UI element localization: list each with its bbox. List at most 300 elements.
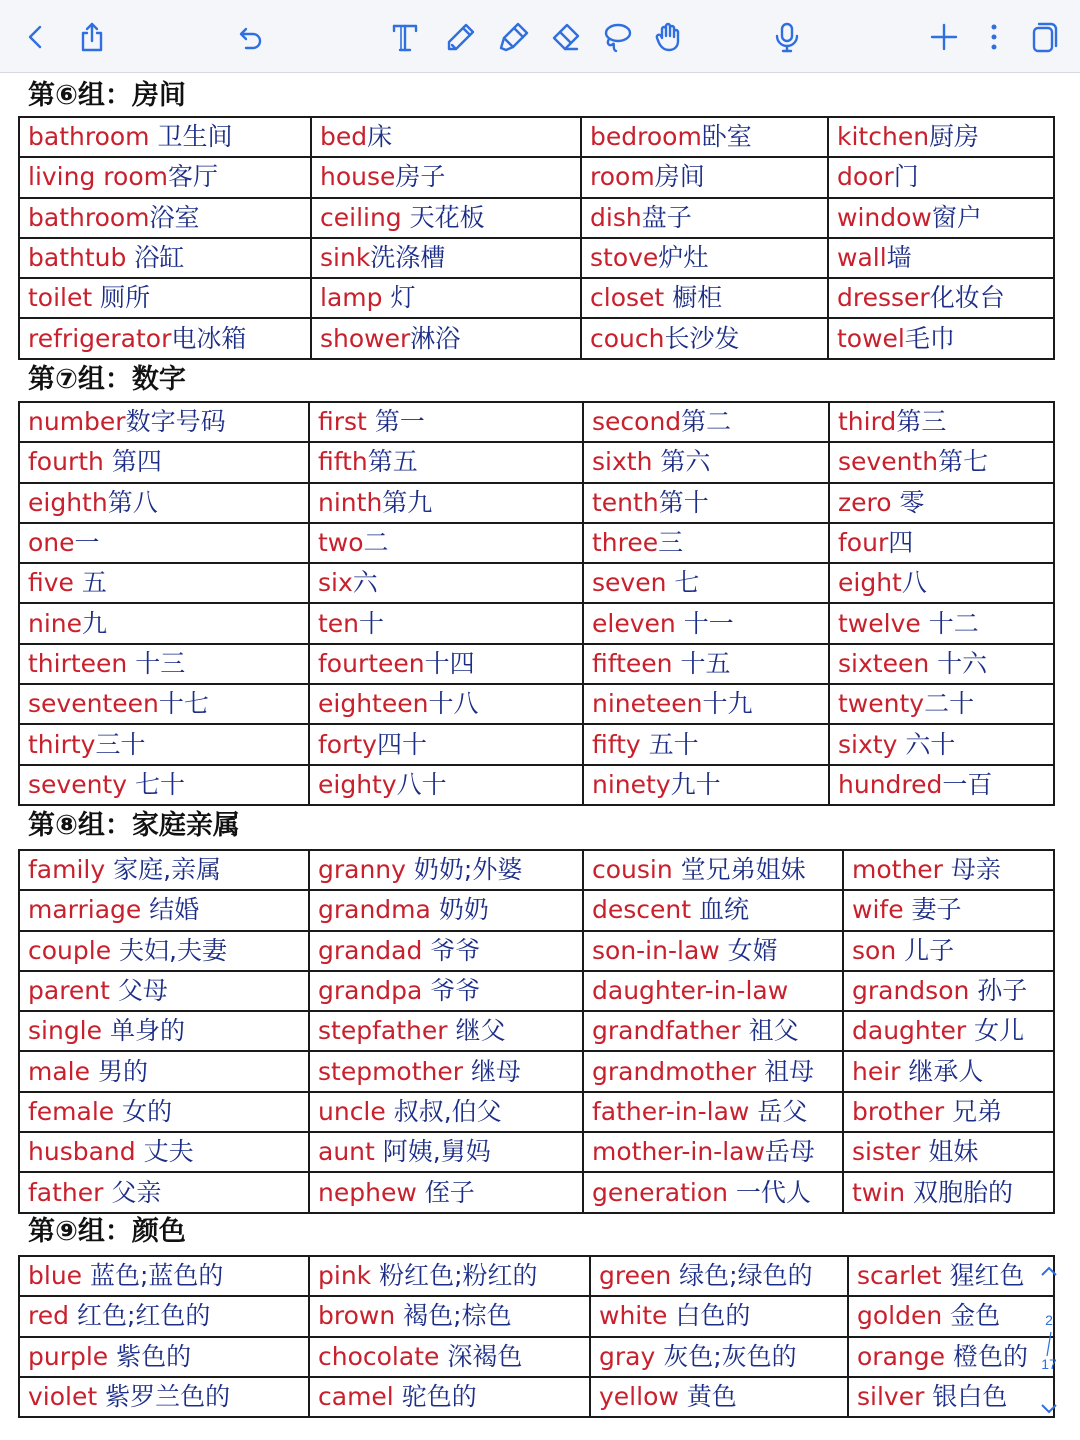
chinese-meaning: 孙子: [977, 976, 1028, 1006]
english-word: one: [28, 528, 75, 558]
table-row: [19, 850, 1054, 890]
english-word: house: [320, 162, 396, 192]
chinese-meaning: 丈夫: [143, 1137, 194, 1167]
vocab-cell: [19, 483, 309, 523]
vocab-cell: [583, 724, 829, 764]
vocab-cell: [843, 1051, 1054, 1091]
vocab-cell: [843, 1011, 1054, 1051]
vocab-cell: [309, 603, 583, 643]
english-word: white: [599, 1301, 676, 1331]
vocab-cell: [309, 1296, 590, 1336]
vocab-cell: [19, 1172, 309, 1212]
english-word: family: [28, 855, 114, 885]
vocab-cell: [848, 1337, 1054, 1377]
chinese-meaning: 妻子: [911, 895, 962, 925]
vocab-cell: [583, 483, 829, 523]
english-word: fourteen: [318, 648, 425, 678]
chinese-meaning: 第六: [660, 447, 711, 477]
english-word: door: [837, 162, 894, 192]
text-tool-icon[interactable]: [386, 18, 424, 56]
chevron-up-icon[interactable]: [1036, 1264, 1062, 1283]
chinese-meaning: 房子: [395, 162, 446, 192]
vocab-cell: [583, 1132, 843, 1172]
back-icon[interactable]: [16, 18, 54, 56]
vocab-cell: [19, 1132, 309, 1172]
english-word: nephew: [318, 1177, 425, 1207]
chinese-meaning: 爷爷: [430, 935, 481, 965]
chinese-meaning: 结婚: [149, 895, 200, 925]
chinese-meaning: 天花板: [409, 202, 485, 232]
chinese-meaning: 十八: [428, 689, 479, 719]
chinese-meaning: 房间: [654, 162, 705, 192]
english-word: stepmother: [318, 1056, 471, 1086]
chinese-meaning: 十一: [683, 608, 734, 638]
english-word: cousin: [592, 855, 681, 885]
vocab-cell: [309, 1051, 583, 1091]
chinese-meaning: 灯: [390, 283, 416, 313]
section-title: 第⑥组：房间: [28, 80, 186, 111]
vocab-cell: [829, 644, 1054, 684]
vocab-cell: [581, 278, 828, 318]
chinese-meaning: 五: [81, 568, 107, 598]
highlighter-icon[interactable]: [495, 18, 533, 56]
english-word: closet: [590, 283, 673, 313]
chinese-meaning: 十: [359, 608, 385, 638]
english-word: bedroom: [590, 122, 702, 152]
vocab-cell: [590, 1377, 848, 1417]
english-word: lamp: [320, 283, 391, 313]
table-row: [19, 318, 1054, 358]
chinese-meaning: 四十: [376, 729, 427, 759]
vocab-cell: [828, 117, 1054, 157]
english-word: generation: [592, 1177, 736, 1207]
vocab-cell: [19, 1051, 309, 1091]
english-word: granny: [318, 855, 414, 885]
chinese-meaning: 零: [899, 487, 925, 517]
chinese-meaning: 十七: [158, 689, 209, 719]
eraser-icon[interactable]: [546, 18, 584, 56]
english-word: sink: [320, 243, 371, 273]
english-word: first: [318, 407, 375, 437]
chevron-down-icon[interactable]: [1036, 1400, 1062, 1419]
vocab-cell: [19, 1256, 309, 1296]
chinese-meaning: 双胞胎的: [913, 1177, 1014, 1207]
chinese-meaning: 祖母: [764, 1056, 815, 1086]
chinese-meaning: 四: [888, 528, 914, 558]
chinese-meaning: 家庭,亲属: [113, 855, 222, 885]
vocab-cell: [19, 1377, 309, 1417]
chinese-meaning: 猩红色: [949, 1261, 1025, 1291]
chinese-meaning: 十三: [135, 648, 186, 678]
vocab-cell: [583, 603, 829, 643]
vocab-cell: [19, 563, 309, 603]
vocab-cell: [19, 318, 311, 358]
vocab-cell: [590, 1296, 848, 1336]
vocab-cell: [311, 278, 581, 318]
chinese-meaning: 红色;红色的: [76, 1301, 211, 1331]
english-word: zero: [838, 487, 900, 517]
chinese-meaning: 第九: [382, 487, 433, 517]
english-word: silver: [857, 1382, 933, 1412]
english-word: fourth: [28, 447, 112, 477]
english-word: thirteen: [28, 648, 136, 678]
vocab-cell: [309, 402, 583, 442]
vocab-cell: [583, 402, 829, 442]
chinese-meaning: 血统: [699, 895, 750, 925]
table-row: [19, 483, 1054, 523]
vocab-cell: [843, 971, 1054, 1011]
chinese-meaning: 床: [367, 122, 393, 152]
vocab-cell: [829, 442, 1054, 482]
chinese-meaning: 厨房: [929, 122, 980, 152]
english-word: violet: [28, 1382, 106, 1412]
chinese-meaning: 第七: [938, 447, 989, 477]
chinese-meaning: 毛巾: [904, 323, 955, 353]
chinese-meaning: 奶奶;外婆: [413, 855, 523, 885]
english-word: female: [28, 1096, 123, 1126]
vocab-cell: [19, 157, 311, 197]
chinese-meaning: 十九: [702, 689, 753, 719]
chinese-meaning: 继承人: [908, 1056, 984, 1086]
table-row: [19, 117, 1054, 157]
section-title: 第⑨组：颜色: [28, 1216, 186, 1247]
english-word: son-in-law: [592, 935, 728, 965]
chinese-meaning: 三: [658, 528, 684, 558]
vocab-cell: [309, 644, 583, 684]
english-word: parent: [28, 976, 118, 1006]
table-row: [19, 1132, 1054, 1172]
chinese-meaning: 紫罗兰色的: [105, 1382, 231, 1412]
english-word: ninety: [592, 769, 671, 799]
table-row: [19, 1256, 1054, 1296]
vocab-cell: [19, 278, 311, 318]
english-word: grandpa: [318, 976, 431, 1006]
english-word: bathtub: [28, 243, 135, 273]
english-word: dresser: [837, 283, 930, 313]
table-row: [19, 765, 1054, 805]
table-row: [19, 442, 1054, 482]
english-word: toilet: [28, 283, 101, 313]
vocab-cell: [828, 318, 1054, 358]
table-row: [19, 1011, 1054, 1051]
chinese-meaning: 女的: [122, 1096, 173, 1126]
current-page-number: 2: [1045, 1312, 1053, 1328]
vocab-cell: [583, 644, 829, 684]
vocab-cell: [583, 523, 829, 563]
english-word: husband: [28, 1137, 144, 1167]
chinese-meaning: 岳父: [757, 1096, 808, 1126]
chinese-meaning: 深褐色: [447, 1341, 523, 1371]
table-row: [19, 1377, 1054, 1417]
chinese-meaning: 电冰箱: [171, 323, 247, 353]
vocab-cell: [309, 1337, 590, 1377]
english-word: brown: [318, 1301, 404, 1331]
vocab-cell: [829, 402, 1054, 442]
vocab-cell: [19, 117, 311, 157]
chinese-meaning: 墙: [886, 243, 912, 273]
vocab-cell: [583, 442, 829, 482]
table-row: [19, 1296, 1054, 1336]
english-word: seventy: [28, 769, 135, 799]
vocab-cell: [843, 850, 1054, 890]
share-icon[interactable]: [73, 18, 111, 56]
table-row: [19, 684, 1054, 724]
vocab-cell: [19, 1296, 309, 1336]
more-icon[interactable]: [975, 18, 1013, 56]
pages-icon[interactable]: [1025, 18, 1063, 56]
chinese-meaning: 父母: [117, 976, 168, 1006]
chinese-meaning: 岳母: [764, 1137, 815, 1167]
vocab-cell: [309, 931, 583, 971]
vocabulary-table: [18, 1255, 1055, 1418]
chinese-meaning: 银白色: [932, 1382, 1008, 1412]
chinese-meaning: 奶奶: [438, 895, 489, 925]
english-word: window: [837, 202, 932, 232]
english-word: grandfather: [592, 1016, 749, 1046]
add-icon[interactable]: [925, 18, 963, 56]
vocab-cell: [19, 890, 309, 930]
chinese-meaning: 六: [352, 568, 378, 598]
vocab-cell: [309, 483, 583, 523]
vocab-cell: [583, 563, 829, 603]
english-word: eighty: [318, 769, 397, 799]
english-word: bathroom: [28, 202, 150, 232]
english-word: daughter-in-law: [592, 976, 789, 1006]
english-word: uncle: [318, 1096, 394, 1126]
english-word: chocolate: [318, 1341, 448, 1371]
chinese-meaning: 父亲: [111, 1177, 162, 1207]
vocab-cell: [19, 523, 309, 563]
chinese-meaning: 卧室: [701, 122, 752, 152]
english-word: two: [318, 528, 364, 558]
table-row: [19, 971, 1054, 1011]
english-word: forty: [318, 729, 377, 759]
english-word: fifth: [318, 447, 368, 477]
table-row: [19, 402, 1054, 442]
vocab-cell: [829, 684, 1054, 724]
english-word: nine: [28, 608, 83, 638]
english-word: stepfather: [318, 1016, 456, 1046]
vocab-cell: [309, 1172, 583, 1212]
chinese-meaning: 阿姨,舅妈: [382, 1137, 491, 1167]
chinese-meaning: 白色的: [675, 1301, 751, 1331]
vocab-cell: [19, 442, 309, 482]
chinese-meaning: 一代人: [735, 1177, 811, 1207]
chinese-meaning: 女婿: [727, 935, 778, 965]
english-word: yellow: [599, 1382, 687, 1412]
vocab-cell: [829, 603, 1054, 643]
english-word: couch: [590, 323, 665, 353]
english-word: sixteen: [838, 648, 938, 678]
english-word: eighth: [28, 487, 108, 517]
english-word: shower: [320, 323, 411, 353]
vocab-cell: [843, 890, 1054, 930]
chinese-meaning: 八: [901, 568, 927, 598]
chinese-meaning: 十四: [424, 648, 475, 678]
english-word: grandma: [318, 895, 439, 925]
chinese-meaning: 十五: [680, 648, 731, 678]
vocab-cell: [590, 1337, 848, 1377]
english-word: couple: [28, 935, 120, 965]
english-word: son: [852, 935, 905, 965]
vocab-cell: [309, 563, 583, 603]
chinese-meaning: 二十: [924, 689, 975, 719]
vocab-cell: [583, 931, 843, 971]
english-word: room: [590, 162, 655, 192]
chinese-meaning: 兄弟: [952, 1096, 1003, 1126]
table-row: [19, 278, 1054, 318]
vocab-cell: [309, 890, 583, 930]
vocab-cell: [848, 1256, 1054, 1296]
vocab-cell: [19, 1011, 309, 1051]
table-row: [19, 1092, 1054, 1132]
total-page-number: 17: [1041, 1356, 1057, 1372]
vocab-cell: [311, 318, 581, 358]
vocab-cell: [19, 1337, 309, 1377]
chinese-meaning: 第五: [367, 447, 418, 477]
english-word: pink: [318, 1261, 380, 1291]
english-word: heir: [852, 1056, 909, 1086]
microphone-icon[interactable]: [768, 18, 806, 56]
chinese-meaning: 长沙发: [664, 323, 740, 353]
chinese-meaning: 七十: [134, 769, 185, 799]
english-word: stove: [590, 243, 659, 273]
vocab-cell: [581, 318, 828, 358]
vocab-cell: [590, 1256, 848, 1296]
chinese-meaning: 叔叔,伯父: [393, 1096, 502, 1126]
vocab-cell: [583, 971, 843, 1011]
chinese-meaning: 第四: [111, 447, 162, 477]
chinese-meaning: 男的: [97, 1056, 148, 1086]
english-word: golden: [857, 1301, 951, 1331]
chinese-meaning: 第一: [374, 407, 425, 437]
vocab-cell: [19, 198, 311, 238]
chinese-meaning: 十二: [928, 608, 979, 638]
english-word: bed: [320, 122, 368, 152]
english-word: camel: [318, 1382, 402, 1412]
english-word: ninth: [318, 487, 383, 517]
english-word: wife: [852, 895, 912, 925]
chinese-meaning: 粉红色;粉红的: [379, 1261, 538, 1291]
section-title: 第⑦组：数字: [28, 364, 186, 395]
table-row: [19, 931, 1054, 971]
vocab-cell: [828, 238, 1054, 278]
chinese-meaning: 金色: [950, 1301, 1001, 1331]
chinese-meaning: 一: [74, 528, 100, 558]
vocab-cell: [828, 157, 1054, 197]
chinese-meaning: 盘子: [641, 202, 692, 232]
chinese-meaning: 七: [674, 568, 700, 598]
vocab-cell: [581, 238, 828, 278]
vocab-cell: [311, 117, 581, 157]
chinese-meaning: 数字号码: [125, 407, 226, 437]
chinese-meaning: 客厅: [167, 162, 218, 192]
vocab-cell: [848, 1296, 1054, 1336]
chinese-meaning: 化妆台: [929, 283, 1005, 313]
vocab-cell: [829, 765, 1054, 805]
table-row: [19, 523, 1054, 563]
english-word: thirty: [28, 729, 96, 759]
chinese-meaning: 堂兄弟姐妹: [680, 855, 806, 885]
pencil-icon[interactable]: [442, 18, 480, 56]
table-row: [19, 603, 1054, 643]
vocab-cell: [309, 1092, 583, 1132]
page-scroll-indicator[interactable]: [1036, 1264, 1062, 1424]
chinese-meaning: 儿子: [904, 935, 955, 965]
chinese-meaning: 母亲: [950, 855, 1001, 885]
vocab-cell: [583, 684, 829, 724]
english-word: grandad: [318, 935, 431, 965]
chinese-meaning: 二: [363, 528, 389, 558]
english-word: sixth: [592, 447, 661, 477]
chinese-meaning: 三十: [95, 729, 146, 759]
english-word: aunt: [318, 1137, 383, 1167]
english-word: father-in-law: [592, 1096, 758, 1126]
chinese-meaning: 十六: [937, 648, 988, 678]
undo-icon[interactable]: [230, 18, 268, 56]
chinese-meaning: 淋浴: [410, 323, 461, 353]
english-word: sister: [852, 1137, 929, 1167]
english-word: daughter: [852, 1016, 975, 1046]
chinese-meaning: 女儿: [974, 1016, 1025, 1046]
chinese-meaning: 浴缸: [134, 243, 185, 273]
vocab-cell: [583, 765, 829, 805]
chinese-meaning: 紫色的: [116, 1341, 192, 1371]
english-word: wall: [837, 243, 887, 273]
vocab-cell: [848, 1377, 1054, 1417]
hand-tool-icon[interactable]: [650, 18, 688, 56]
english-word: grandson: [852, 976, 978, 1006]
chinese-meaning: 侄子: [424, 1177, 475, 1207]
vocab-cell: [309, 1011, 583, 1051]
table-row: [19, 157, 1054, 197]
vocab-cell: [19, 684, 309, 724]
vocabulary-table: [18, 401, 1055, 806]
english-word: twenty: [838, 689, 925, 719]
table-row: [19, 890, 1054, 930]
vocab-cell: [583, 1051, 843, 1091]
chinese-meaning: 橙色的: [952, 1341, 1028, 1371]
english-word: male: [28, 1056, 98, 1086]
english-word: six: [318, 568, 353, 598]
chinese-meaning: 蓝色;蓝色的: [90, 1261, 224, 1291]
vocab-cell: [19, 765, 309, 805]
vocab-cell: [829, 483, 1054, 523]
chinese-meaning: 五十: [648, 729, 699, 759]
vocab-cell: [311, 238, 581, 278]
english-word: sixty: [838, 729, 906, 759]
english-word: fifty: [592, 729, 649, 759]
vocab-cell: [583, 890, 843, 930]
english-word: hundred: [838, 769, 943, 799]
chinese-meaning: 洗涤槽: [370, 243, 446, 273]
english-word: father: [28, 1177, 112, 1207]
vocab-cell: [309, 442, 583, 482]
lasso-icon[interactable]: [598, 18, 636, 56]
vocab-cell: [309, 850, 583, 890]
english-word: refrigerator: [28, 323, 172, 353]
english-word: gray: [599, 1341, 664, 1371]
english-word: tenth: [592, 487, 659, 517]
english-word: number: [28, 407, 126, 437]
vocab-cell: [828, 278, 1054, 318]
chinese-meaning: 夫妇,夫妻: [119, 935, 227, 965]
vocab-cell: [19, 931, 309, 971]
english-word: scarlet: [857, 1261, 950, 1291]
vocabulary-table: [18, 849, 1055, 1214]
vocab-cell: [829, 523, 1054, 563]
english-word: red: [28, 1301, 77, 1331]
